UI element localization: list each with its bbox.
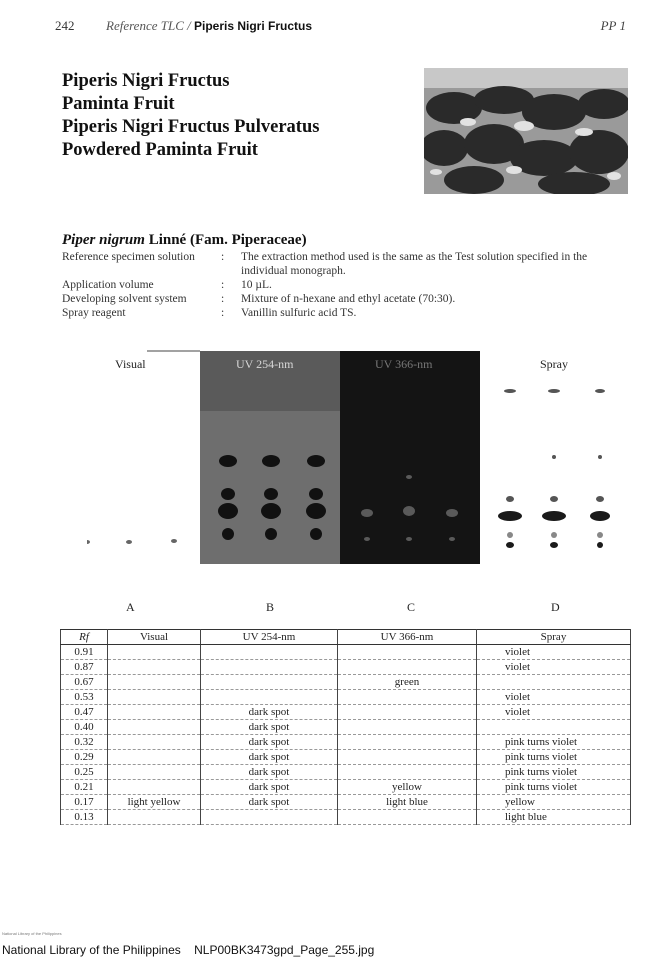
- table-cell: [108, 690, 201, 705]
- table-cell: 0.13: [61, 810, 108, 825]
- table-cell: [477, 675, 631, 690]
- rf-table: [60, 629, 631, 825]
- table-row: [61, 795, 631, 810]
- running-head: [106, 18, 312, 34]
- table-cell: [338, 810, 477, 825]
- table-header-row: [61, 630, 631, 645]
- table-cell: dark spot: [201, 735, 338, 750]
- table-cell: dark spot: [201, 795, 338, 810]
- table-cell: [338, 660, 477, 675]
- running-head-bold: Piperis Nigri Fructus: [193, 19, 313, 33]
- spec-label: Reference specimen solution: [62, 251, 195, 263]
- column-header-rf: [61, 630, 108, 645]
- table-cell: [338, 690, 477, 705]
- footer-library: National Library of the Philippines: [2, 943, 181, 957]
- title-line: Paminta Fruit: [62, 94, 175, 114]
- table-cell: [108, 705, 201, 720]
- plate-label-uv254: UV 254-nm: [236, 357, 294, 371]
- column-header-visual: Visual: [108, 630, 201, 645]
- table-cell: pink turns violet: [477, 765, 631, 780]
- monograph-titles: [62, 70, 319, 162]
- table-row: [61, 675, 631, 690]
- page-number: 242: [55, 18, 75, 33]
- table-cell: yellow: [477, 795, 631, 810]
- table-cell: violet: [477, 690, 631, 705]
- species-heading: [62, 232, 307, 249]
- table-cell: pink turns violet: [477, 750, 631, 765]
- table-cell: 0.53: [61, 690, 108, 705]
- table-cell: [338, 720, 477, 735]
- species-family: Linné (Fam. Piperaceae): [148, 232, 307, 248]
- table-row: [61, 735, 631, 750]
- table-cell: 0.67: [61, 675, 108, 690]
- title-line: Piperis Nigri Fructus: [62, 71, 230, 91]
- spec-value: 10 µL.: [241, 279, 272, 291]
- table-cell: 0.17: [61, 795, 108, 810]
- table-cell: light blue: [477, 810, 631, 825]
- tlc-plates: [87, 349, 627, 565]
- table-cell: [201, 660, 338, 675]
- table-cell: dark spot: [201, 780, 338, 795]
- table-cell: [201, 645, 338, 660]
- table-row: [61, 705, 631, 720]
- table-cell: [108, 750, 201, 765]
- table-cell: violet: [477, 660, 631, 675]
- rf-table-body: [61, 645, 631, 825]
- table-cell: pink turns violet: [477, 735, 631, 750]
- table-row: [61, 720, 631, 735]
- table-row: [61, 780, 631, 795]
- table-cell: dark spot: [201, 750, 338, 765]
- table-cell: green: [338, 675, 477, 690]
- table-cell: [338, 645, 477, 660]
- spec-value: The extraction method used is the same as the Test solution specified in the individual monograph.: [241, 251, 588, 277]
- footer-filename: NLP00BK3473gpd_Page_255.jpg: [194, 943, 375, 957]
- table-row: [61, 765, 631, 780]
- table-cell: [108, 720, 201, 735]
- plate-letter: D: [551, 600, 560, 614]
- footer-tiny: National Library of the Philippines: [2, 931, 62, 936]
- spec-label: Spray reagent: [62, 307, 126, 319]
- table-cell: [108, 765, 201, 780]
- table-cell: [108, 660, 201, 675]
- table-cell: [338, 705, 477, 720]
- table-cell: violet: [477, 645, 631, 660]
- plate-letter: B: [266, 600, 275, 614]
- table-row: [61, 690, 631, 705]
- column-header-uv366: UV 366-nm: [338, 630, 477, 645]
- plate-label-spray: Spray: [540, 357, 568, 371]
- table-cell: light blue: [338, 795, 477, 810]
- table-row: [61, 810, 631, 825]
- plate-letter: C: [407, 600, 416, 614]
- footer: [2, 943, 374, 957]
- column-header-uv254: UV 254-nm: [201, 630, 338, 645]
- table-cell: [108, 675, 201, 690]
- table-cell: 0.91: [61, 645, 108, 660]
- plate-label-uv366: UV 366-nm: [375, 357, 433, 371]
- page-code: PP 1: [600, 18, 626, 33]
- table-cell: dark spot: [201, 720, 338, 735]
- table-cell: dark spot: [201, 765, 338, 780]
- title-line: Piperis Nigri Fructus Pulveratus: [62, 117, 320, 137]
- table-cell: light yellow: [108, 795, 201, 810]
- plate-label-visual: Visual: [115, 357, 146, 371]
- column-header-spray: Spray: [477, 630, 631, 645]
- title-line: Powdered Paminta Fruit: [62, 140, 258, 160]
- table-cell: 0.25: [61, 765, 108, 780]
- table-cell: yellow: [338, 780, 477, 795]
- table-cell: 0.32: [61, 735, 108, 750]
- tlc-plates-graphic: [87, 349, 627, 565]
- table-cell: [108, 645, 201, 660]
- table-cell: [338, 735, 477, 750]
- running-head-italic: Reference TLC /: [106, 18, 191, 33]
- table-cell: [201, 690, 338, 705]
- table-cell: [108, 735, 201, 750]
- table-row: [61, 660, 631, 675]
- table-cell: [338, 765, 477, 780]
- table-cell: 0.87: [61, 660, 108, 675]
- table-row: [61, 750, 631, 765]
- table-cell: [338, 750, 477, 765]
- table-cell: violet: [477, 705, 631, 720]
- spec-value: Mixture of n-hexane and ethyl acetate (70:30).: [241, 293, 456, 305]
- table-cell: pink turns violet: [477, 780, 631, 795]
- table-cell: 0.40: [61, 720, 108, 735]
- table-cell: dark spot: [201, 705, 338, 720]
- species-name: Piper nigrum: [62, 232, 145, 248]
- rf-header: Rf: [79, 631, 89, 643]
- table-cell: [477, 720, 631, 735]
- table-cell: [108, 810, 201, 825]
- plant-photo: [424, 68, 628, 194]
- table-cell: [201, 675, 338, 690]
- table-cell: 0.47: [61, 705, 108, 720]
- spec-label: Application volume: [62, 279, 154, 291]
- spec-label: Developing solvent system: [62, 293, 187, 305]
- table-cell: [201, 810, 338, 825]
- plant-photo-graphic: [424, 68, 628, 194]
- table-cell: 0.29: [61, 750, 108, 765]
- spec-value: Vanillin sulfuric acid TS.: [241, 307, 357, 319]
- table-cell: 0.21: [61, 780, 108, 795]
- plate-letter: A: [126, 600, 135, 614]
- table-cell: [108, 780, 201, 795]
- table-row: [61, 645, 631, 660]
